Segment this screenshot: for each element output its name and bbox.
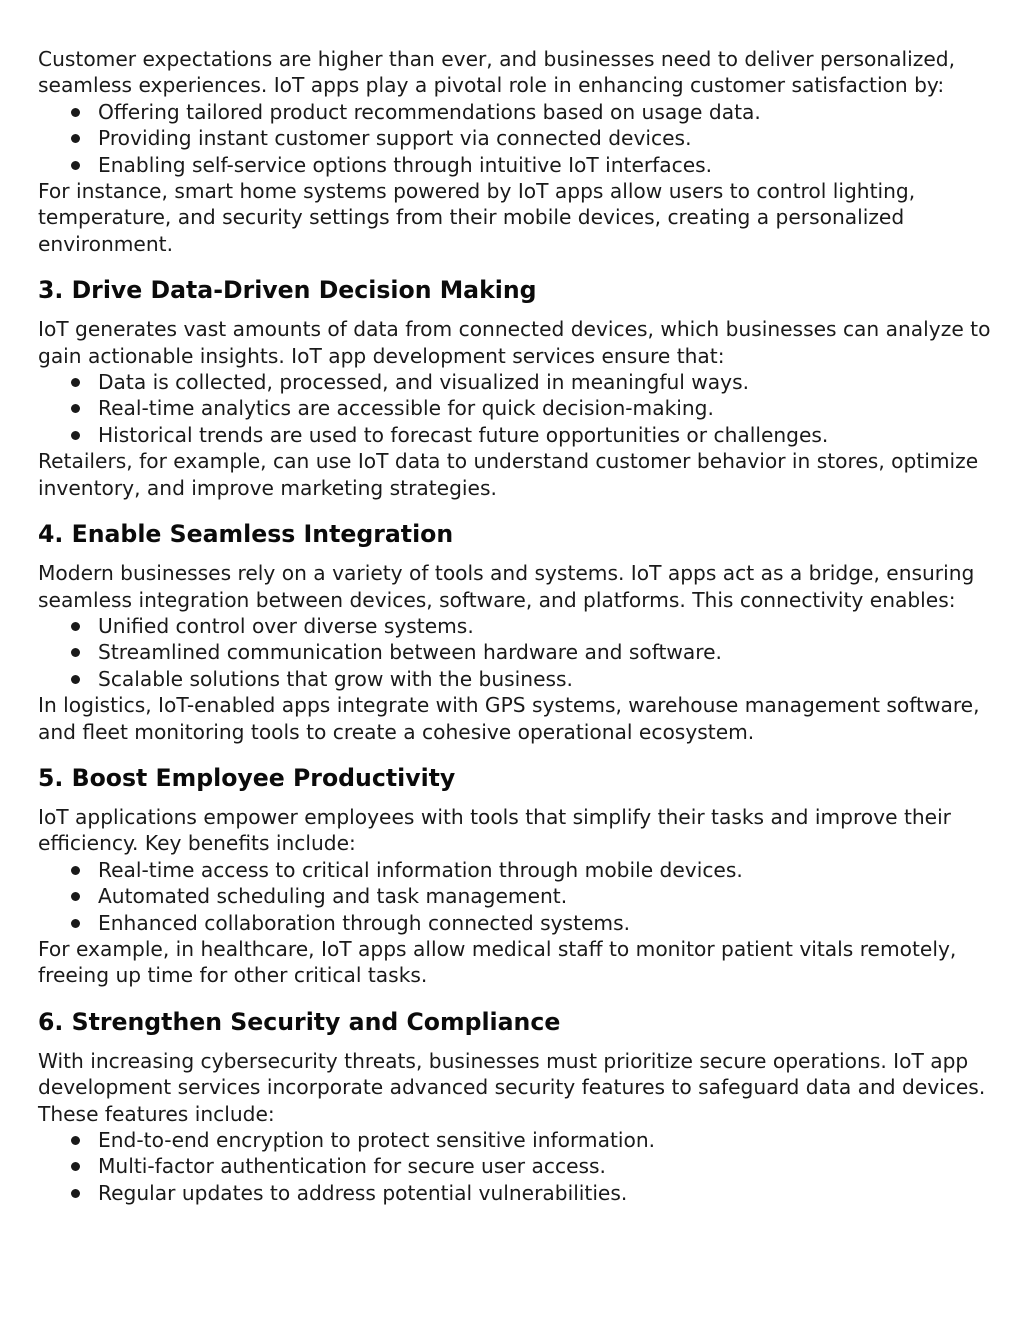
list-item: End-to-end encryption to protect sensitive information. xyxy=(38,1127,998,1153)
bullet-icon xyxy=(71,1162,80,1171)
list-item: Regular updates to address potential vulnerabilities. xyxy=(38,1180,998,1206)
list-item: Unified control over diverse systems. xyxy=(38,613,998,639)
section-seamless-integration xyxy=(38,520,998,745)
section-closing-paragraph: Retailers, for example, can use IoT data to understand customer behavior in stores, optimize inventory, and improve marketing strategies. xyxy=(38,449,979,500)
bullet-icon xyxy=(71,378,80,387)
section-heading: 4. Enable Seamless Integration xyxy=(38,520,454,549)
section-security-compliance xyxy=(38,1008,998,1206)
section-heading: 6. Strengthen Security and Compliance xyxy=(38,1007,561,1036)
list-item: Streamlined communication between hardware and software. xyxy=(38,639,998,665)
bullet-icon xyxy=(71,892,80,901)
bullet-icon xyxy=(71,1136,80,1145)
section-heading: 5. Boost Employee Productivity xyxy=(38,763,456,792)
bullet-icon xyxy=(71,134,80,143)
list-item: Real-time access to critical information through mobile devices. xyxy=(38,857,998,883)
list-item: Scalable solutions that grow with the business. xyxy=(38,666,998,692)
section-bullet-list xyxy=(38,857,998,936)
section-closing-paragraph: For example, in healthcare, IoT apps allow medical staff to monitor patient vitals remotely, freeing up time for other critical tasks. xyxy=(38,936,957,988)
section-bullet-list xyxy=(38,613,998,692)
list-item: Enhanced collaboration through connected systems. xyxy=(38,910,998,936)
list-item: Historical trends are used to forecast future opportunities or challenges. xyxy=(38,422,998,448)
list-item: Enabling self-service options through intuitive IoT interfaces. xyxy=(38,152,998,178)
list-item: Automated scheduling and task management. xyxy=(38,883,998,909)
bullet-icon xyxy=(71,1189,80,1198)
list-item: Multi-factor authentication for secure user access. xyxy=(38,1153,998,1179)
list-item: Real-time analytics are accessible for quick decision-making. xyxy=(38,395,998,421)
list-item: Offering tailored product recommendations based on usage data. xyxy=(38,99,998,125)
bullet-icon xyxy=(71,919,80,928)
section-paragraph: IoT applications empower employees with tools that simplify their tasks and improve their efficiency. Key benefits include: xyxy=(38,804,951,856)
bullet-icon xyxy=(71,648,80,657)
section-data-driven-decisions xyxy=(38,276,998,501)
intro-block xyxy=(38,46,998,257)
list-item: Providing instant customer support via connected devices. xyxy=(38,125,998,151)
section-heading: 3. Drive Data-Driven Decision Making xyxy=(38,276,537,305)
section-bullet-list xyxy=(38,1127,998,1206)
section-employee-productivity xyxy=(38,764,998,989)
list-item: Data is collected, processed, and visualized in meaningful ways. xyxy=(38,369,998,395)
bullet-icon xyxy=(71,866,80,875)
section-paragraph: With increasing cybersecurity threats, businesses must prioritize secure operations. IoT app development services incorporate advanced security features to safeguard data and devices. These features include: xyxy=(38,1048,986,1126)
section-paragraph: Modern businesses rely on a variety of tools and systems. IoT apps act as a bridge, ensuring seamless integration between devices, software, and platforms. This connectivity enables: xyxy=(38,561,975,612)
intro-paragraph: Customer expectations are higher than ever, and businesses need to deliver personalized, seamless experiences. IoT apps play a pivotal role in enhancing customer satisfaction by: xyxy=(38,47,955,98)
bullet-icon xyxy=(71,675,80,684)
bullet-icon xyxy=(71,108,80,117)
document-page xyxy=(38,46,998,1206)
section-bullet-list xyxy=(38,369,998,448)
section-closing-paragraph: In logistics, IoT-enabled apps integrate with GPS systems, warehouse management software, and fleet monitoring tools to create a cohesive operational ecosystem. xyxy=(38,693,980,744)
bullet-icon xyxy=(71,161,80,170)
bullet-icon xyxy=(71,404,80,413)
intro-closing-paragraph: For instance, smart home systems powered by IoT apps allow users to control lighting, temperature, and security settings from their mobile devices, creating a personalized environment. xyxy=(38,179,916,256)
section-paragraph: IoT generates vast amounts of data from connected devices, which businesses can analyze to gain actionable insights. IoT app development services ensure that: xyxy=(38,317,991,368)
bullet-icon xyxy=(71,431,80,440)
intro-bullet-list xyxy=(38,99,998,178)
bullet-icon xyxy=(71,622,80,631)
